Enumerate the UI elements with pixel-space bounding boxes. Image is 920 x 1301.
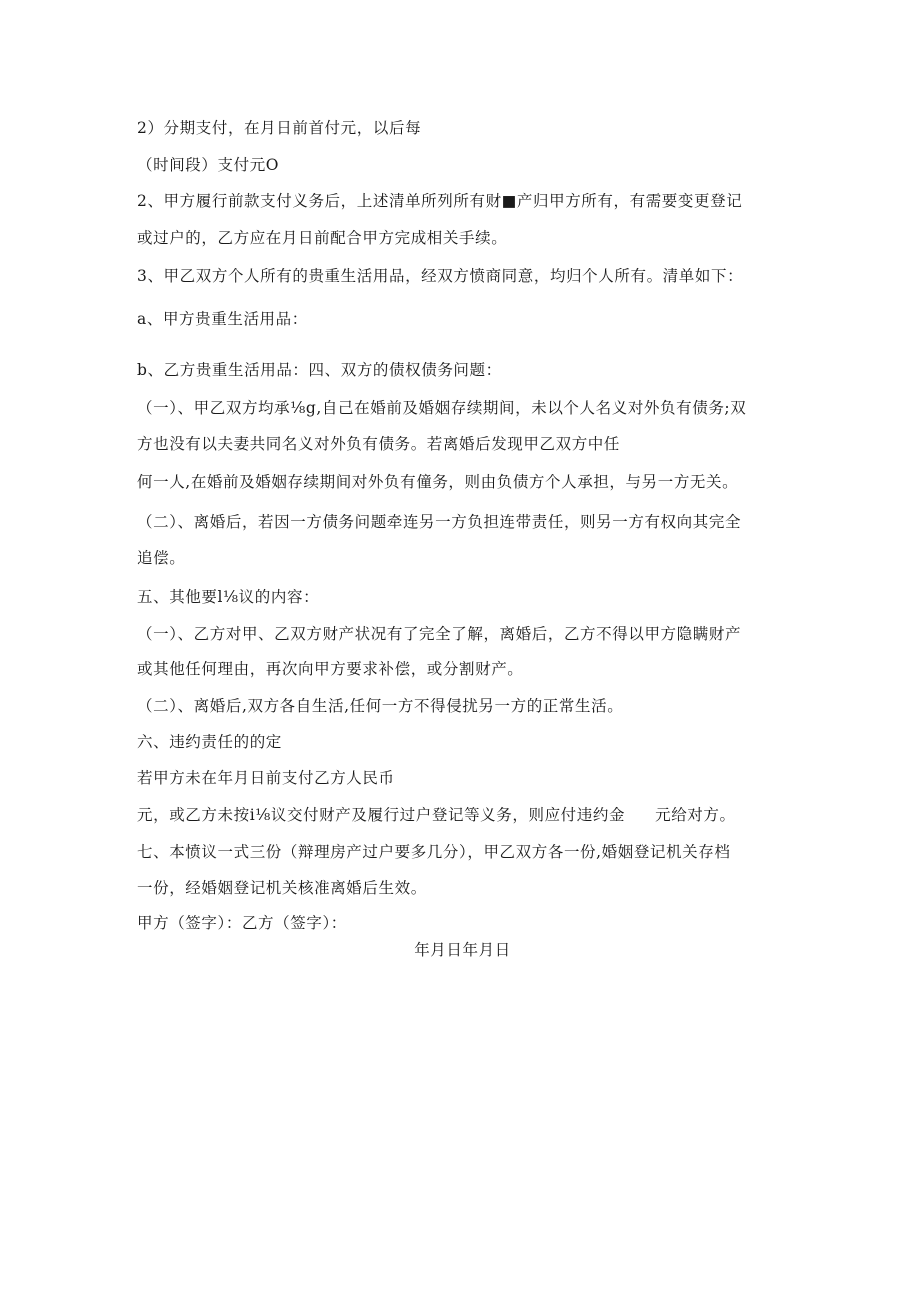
text-line: 六、违约责任的的定	[137, 733, 282, 751]
text-line: b、乙方贵重生活用品：四、双方的债权债务问题：	[137, 361, 502, 379]
text-line: （一）、乙方对甲、乙双方财产状况有了完全了解，离婚后，乙方不得以甲方隐瞒财产	[137, 625, 742, 643]
text-line: 一份，经婚姻登记机关核准离婚后生效。	[137, 879, 427, 897]
text-line: 追偿。	[137, 549, 186, 567]
signature-line: 甲方（签字）：乙方（签字）：	[137, 914, 347, 932]
penalty-text-part1: 元，或乙方未按i⅛议交付财产及履行过户登记等义务，则应付违约金	[137, 806, 626, 824]
text-line: 七、本愤议一式三份（辩理房产过户要多几分），甲乙双方各一份,婚姻登记机关存档	[137, 843, 731, 861]
text-line: 方也没有以夫妻共同名义对外负有债务。若离婚后发现甲乙双方中任	[137, 435, 621, 453]
text-line: 五、其他要l⅛议的内容：	[137, 588, 320, 606]
text-line: （二）、离婚后,双方各自生活,任何一方不得侵扰另一方的正常生活。	[137, 697, 624, 715]
text-line: （二）、离婚后，若因一方债务问题牵连另一方负担连带责任，则另一方有权向其完全	[137, 513, 742, 531]
penalty-text-part2: 元给对方。	[655, 806, 736, 824]
text-line: （时间段）支付元O	[137, 156, 280, 174]
date-line: 年月日年月日	[414, 941, 511, 959]
text-line: 何一人,在婚前及婚姻存续期间对外负有僮务，则由负债方个人承担，与另一方无关。	[137, 473, 739, 491]
text-line: 或过户的，乙方应在月日前配合甲方完成相关手续。	[137, 229, 508, 247]
text-line: 2、甲方履行前款支付义务后，上述清单所列所有财■产归甲方所有，有需要变更登记	[137, 192, 743, 210]
penalty-line	[137, 805, 736, 825]
text-line: （一）、甲乙双方均承⅛g,自己在婚前及婚姻存续期间，未以个人名义对外负有债务;双	[137, 399, 747, 417]
text-line: 若甲方未在年月日前支付乙方人民币	[137, 769, 395, 787]
text-line: a、甲方贵重生活用品：	[137, 310, 308, 328]
text-line: 3、甲乙双方个人所有的贵重生活用品，经双方愤商同意，均归个人所有。清单如下：	[137, 267, 744, 285]
text-line: 或其他任何理由，再次向甲方要求补偿，或分割财产。	[137, 660, 524, 678]
text-line: 2）分期支付，在月日前首付元，以后每	[137, 119, 422, 137]
